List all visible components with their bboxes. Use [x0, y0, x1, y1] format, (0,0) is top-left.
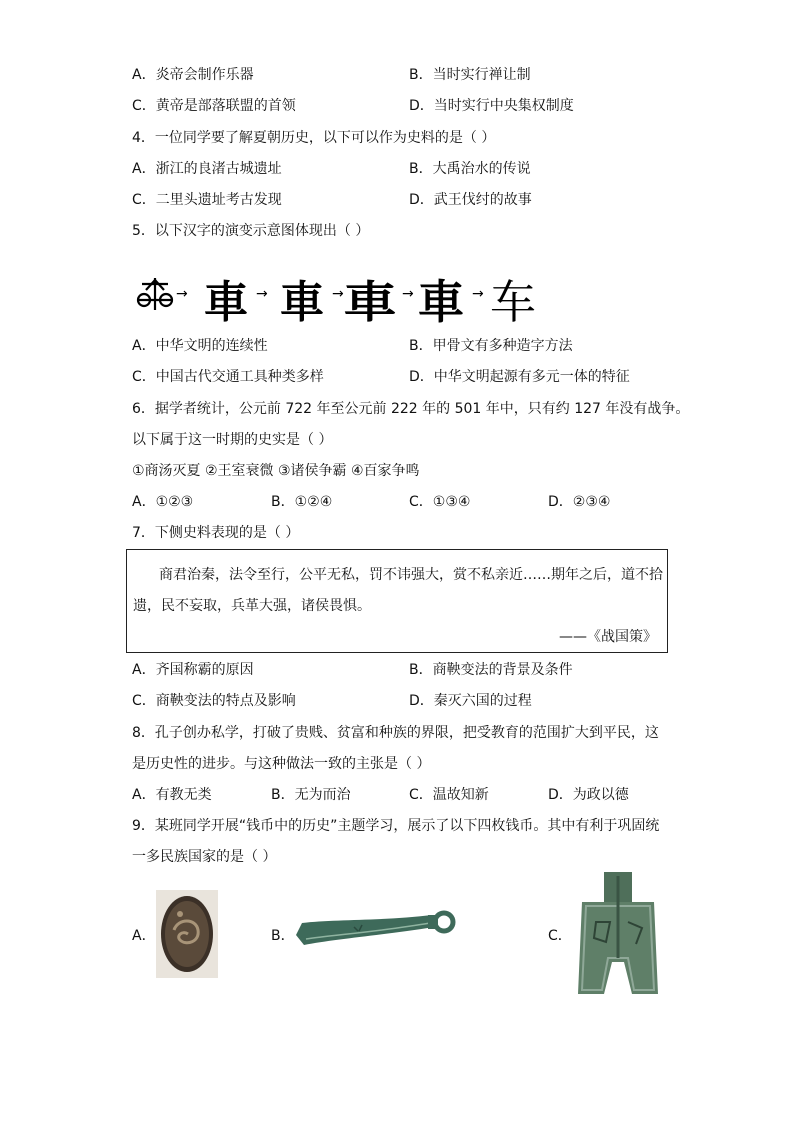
q8-option-c: C．温故知新: [409, 787, 489, 803]
q4-option-d: D．武王伐纣的故事: [409, 192, 532, 208]
q6-option-b: B．①②④: [271, 494, 333, 510]
q6-option-a: A．①②③: [132, 494, 194, 510]
knife-coin-image: [294, 905, 456, 955]
q7-stem: 7．下侧史料表现的是（ ）: [132, 525, 300, 541]
character-evolution-figure: [132, 262, 542, 329]
source-quote-box: [126, 549, 668, 653]
quote-source: ——《战国策》: [559, 629, 657, 645]
q3-option-c: C．黄帝是部落联盟的首领: [132, 98, 296, 114]
q6-option-c: C．①③④: [409, 494, 471, 510]
bronze-glyph: 車: [204, 277, 248, 328]
q4-stem: 4．一位同学要了解夏朝历史，以下可以作为史料的是（ ）: [132, 130, 496, 146]
q3-option-a: A．炎帝会制作乐器: [132, 67, 254, 83]
q7-option-d: D．秦灭六国的过程: [409, 693, 532, 709]
q5-option-a: A．中华文明的连续性: [132, 338, 268, 354]
q7-option-a: A．齐国称霸的原因: [132, 662, 254, 678]
q8-option-d: D．为政以德: [548, 787, 629, 803]
quote-line2: 遗，民不妄取，兵革大强，诸侯畏惧。: [133, 598, 371, 614]
q9-option-c-label: C．: [548, 928, 572, 944]
q5-option-b: B．甲骨文有多种造字方法: [409, 338, 573, 354]
q4-option-c: C．二里头遗址考古发现: [132, 192, 282, 208]
q4-option-a: A．浙江的良渚古城遗址: [132, 161, 282, 177]
evolution-arrow: →: [472, 286, 484, 302]
oracle-bone-glyph: [132, 270, 178, 316]
q5-option-d: D．中华文明起源有多元一体的特征: [409, 369, 630, 385]
q8-option-a: A．有教无类: [132, 787, 212, 803]
q6-option-d: D．②③④: [548, 494, 611, 510]
simplified-glyph: 车: [490, 275, 536, 329]
q9-stem-line2: 一多民族国家的是（ ）: [132, 849, 277, 865]
q6-items: ①商汤灭夏 ②王室衰微 ③诸侯争霸 ④百家争鸣: [132, 463, 420, 479]
ant-nose-coin-image: [156, 890, 218, 978]
q3-option-b: B．当时实行禅让制: [409, 67, 531, 83]
spade-coin-image: [576, 872, 660, 996]
q8-option-b: B．无为而治: [271, 787, 351, 803]
q5-stem: 5．以下汉字的演变示意图体现出（ ）: [132, 223, 370, 239]
q7-option-c: C．商鞅变法的特点及影响: [132, 693, 296, 709]
q3-option-d: D．当时实行中央集权制度: [409, 98, 574, 114]
q5-option-c: C．中国古代交通工具种类多样: [132, 369, 324, 385]
regular-glyph: 車: [418, 275, 464, 329]
quote-line1: 商君治秦，法令至行，公平无私，罚不讳强大，赏不私亲近……期年之后，道不拾: [159, 567, 663, 583]
evolution-arrow: →: [332, 286, 344, 302]
q6-stem-line2: 以下属于这一时期的史实是（ ）: [132, 432, 333, 448]
q8-stem-line2: 是历史性的进步。与这种做法一致的主张是（ ）: [132, 756, 431, 772]
clerical-glyph: 車: [343, 277, 397, 328]
seal-glyph: 車: [280, 277, 324, 328]
q7-option-b: B．商鞅变法的背景及条件: [409, 662, 573, 678]
q4-option-b: B．大禹治水的传说: [409, 161, 531, 177]
q9-option-b-label: B．: [271, 928, 295, 944]
q8-stem-line1: 8．孔子创办私学，打破了贵贱、贫富和种族的界限，把受教育的范围扩大到平民，这: [132, 725, 659, 741]
q6-stem-line1: 6．据学者统计，公元前 722 年至公元前 222 年的 501 年中，只有约 127 年没有战争。: [132, 401, 690, 417]
q9-option-a-label: A．: [132, 928, 156, 944]
evolution-arrow: →: [256, 286, 268, 302]
evolution-arrow: →: [176, 286, 188, 302]
evolution-arrow: →: [402, 286, 414, 302]
q9-stem-line1: 9．某班同学开展“钱币中的历史”主题学习，展示了以下四枚钱币。其中有利于巩固统: [132, 818, 660, 834]
